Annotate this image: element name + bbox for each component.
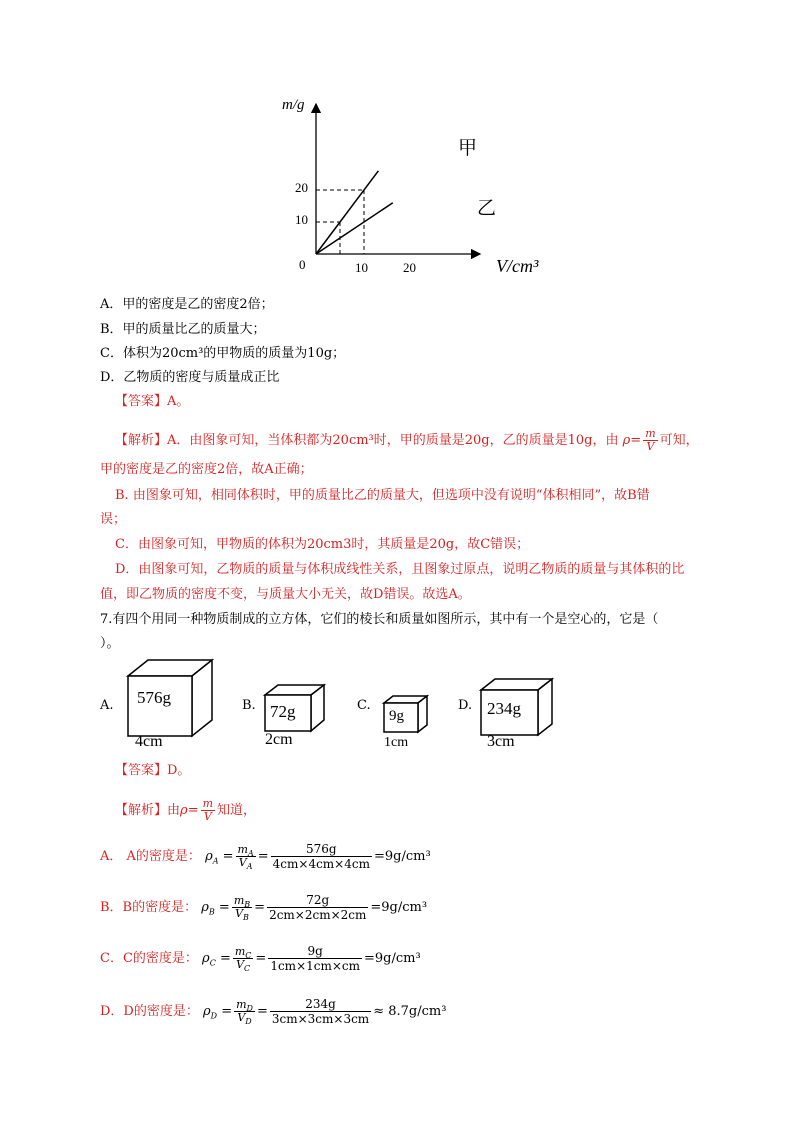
rho-symbol: ρ <box>180 803 188 818</box>
series-label-jia: 甲 <box>458 137 478 159</box>
numerator: 9g <box>268 944 362 959</box>
series-label-yi: 乙 <box>477 197 497 219</box>
row-label: B．B的密度是： <box>100 900 198 915</box>
q6-analysis-a-line2: 甲的密度是乙的密度2倍，故A正确； <box>100 462 313 477</box>
value-fraction <box>267 893 368 922</box>
q7-density-row-b: B．B的密度是： $\rho_B$ = $\frac{m_B}{V_B}$ = $\frac{72g}{2cm\times 2cm\times 2cm}$ =9g/cm³ <box>100 893 428 923</box>
q7-stem-line2: ）。 <box>100 636 120 651</box>
row-label: A． A的密度是： <box>100 849 201 864</box>
q7-analysis-tag: 【解析】 <box>115 803 168 818</box>
q7-intro-post: 知道， <box>217 803 257 818</box>
series-line-0 <box>316 171 378 254</box>
analysis-a-post: 可知， <box>659 433 699 448</box>
q6-option-c: C．体积为20cm³的甲物质的质量为10g； <box>100 346 346 361</box>
q7-analysis-intro: 【解析】由ρ= $\frac{m}{V}$ 知道， <box>115 797 257 823</box>
x-axis-label: V/cm³ <box>496 256 539 276</box>
analysis-tag: 【解析】 <box>115 433 168 448</box>
result: ≈ 8.7g/cm³ <box>373 1004 447 1019</box>
q6-analysis-d-line2: 值，即乙物质的密度不变，与质量大小无关，故D错误。故选A。 <box>100 587 471 602</box>
denominator: 4cm×4cm×4cm <box>272 857 370 871</box>
cube-b-edge: 2cm <box>265 731 293 748</box>
denominator: 2cm×2cm×2cm <box>269 908 367 922</box>
numerator: 576g <box>271 842 372 857</box>
q7-density-row-c: C．C的密度是： $\rho_C$ = $\frac{m_C}{V_C}$ = $\frac{9g}{1cm\times 1cm\times cm}$ =9g/cm³ <box>100 944 421 974</box>
q6-answer: 【答案】A。 <box>115 394 190 409</box>
value-fraction <box>270 997 371 1026</box>
q6-option-b: B．甲的质量比乙的质量大； <box>100 322 266 337</box>
cube-c-edge: 1cm <box>384 735 409 750</box>
denominator: 1cm×1cm×cm <box>270 959 361 973</box>
rho-symbol: $\rho_A$ <box>205 849 219 866</box>
q6-option-a: A．甲的密度是乙的密度2倍； <box>100 297 274 312</box>
row-label: C．C的密度是： <box>100 951 198 966</box>
denominator: 3cm×3cm×3cm <box>271 1012 370 1026</box>
ratio-fraction: $\frac{m_B}{V_B}$ <box>233 894 251 923</box>
q6-analysis-b-line2: 误； <box>100 512 127 527</box>
analysis-a-text: A．由图象可知，当体积都为20cm³时，甲的质量是20g，乙的质量是10g，由 <box>167 433 619 448</box>
x-tick-20: 20 <box>403 260 416 275</box>
q6-analysis-c: C．由图象可知，甲物质的体积为20cm3时，其质量是20g，故C错误； <box>115 537 530 552</box>
cube-c-letter: C. <box>357 698 371 713</box>
cube-b-letter: B. <box>242 698 256 713</box>
rho-symbol: $\rho_C$ <box>202 951 216 968</box>
cube-a-edge: 4cm <box>135 733 163 750</box>
y-tick-20: 20 <box>295 180 308 195</box>
cube-c-mass: 9g <box>389 708 404 724</box>
y-axis-label: m/g <box>282 97 305 113</box>
density-formula: $\frac{m}{V}$ <box>645 427 656 453</box>
cube-b-mass: 72g <box>270 702 296 721</box>
ratio-fraction: $\frac{m_A}{V_A}$ <box>237 843 254 872</box>
result: =9g/cm³ <box>373 849 431 864</box>
rho-symbol: ρ <box>622 433 631 448</box>
series-line-1 <box>316 203 393 254</box>
density-formula: $\frac{m}{V}$ <box>202 797 214 823</box>
rho-symbol: $\rho_D$ <box>203 1004 218 1021</box>
q6-analysis-b-line1: B. 由图象可知，相同体积时，甲的质量比乙的质量大，但选项中没有说明“体积相同”，故B错 <box>115 488 650 503</box>
cube-a-letter: A. <box>100 698 114 713</box>
value-fraction <box>268 944 362 973</box>
q7-density-row-a: A． A的密度是： $\rho_A$ = $\frac{m_A}{V_A}$ = $\frac{576g}{4cm\times 4cm\times 4cm}$ =9g/cm³ <box>100 842 431 872</box>
origin-label: 0 <box>299 257 306 272</box>
x-tick-10: 10 <box>355 260 368 275</box>
ratio-fraction: $\frac{m_D}{V_D}$ <box>236 998 253 1027</box>
ratio-fraction: $\frac{m_C}{V_C}$ <box>234 945 252 974</box>
result: =9g/cm³ <box>364 951 421 966</box>
q6-analysis-d-line1: D．由图象可知，乙物质的质量与体积成线性关系，且图象过原点，说明乙物质的质量与其体积的比 <box>115 562 685 577</box>
cube-d-letter: D. <box>458 698 473 713</box>
rho-symbol: $\rho_B$ <box>201 900 215 917</box>
q7-intro-pre: 由 <box>167 803 181 818</box>
q7-answer: 【答案】D。 <box>115 763 191 778</box>
numerator: 234g <box>270 997 371 1012</box>
q6-option-d: D．乙物质的密度与质量成正比 <box>100 370 280 385</box>
y-tick-10: 10 <box>295 212 308 227</box>
q7-density-row-d: D．D的密度是： $\rho_D$ = $\frac{m_D}{V_D}$ = $\frac{234g}{3cm\times 3cm\times 3cm}$ ≈ 8.7g/cm³ <box>100 997 447 1027</box>
q7-stem-line1: 7.有四个用同一种物质制成的立方体，它们的棱长和质量如图所示，其中有一个是空心的，它是（ <box>100 612 659 627</box>
result: =9g/cm³ <box>370 900 428 915</box>
row-label: D．D的密度是： <box>100 1004 199 1019</box>
cube-d-edge: 3cm <box>487 733 515 750</box>
cube-d-mass: 234g <box>487 699 521 718</box>
value-fraction <box>271 842 372 871</box>
q6-analysis-a: 【解析】A．由图象可知，当体积都为20cm³时，甲的质量是20g，乙的质量是10g，由 ρ= $\frac{m}{V}$ 可知， <box>115 427 699 453</box>
numerator: 72g <box>267 893 368 908</box>
cube-a-mass: 576g <box>137 688 171 707</box>
